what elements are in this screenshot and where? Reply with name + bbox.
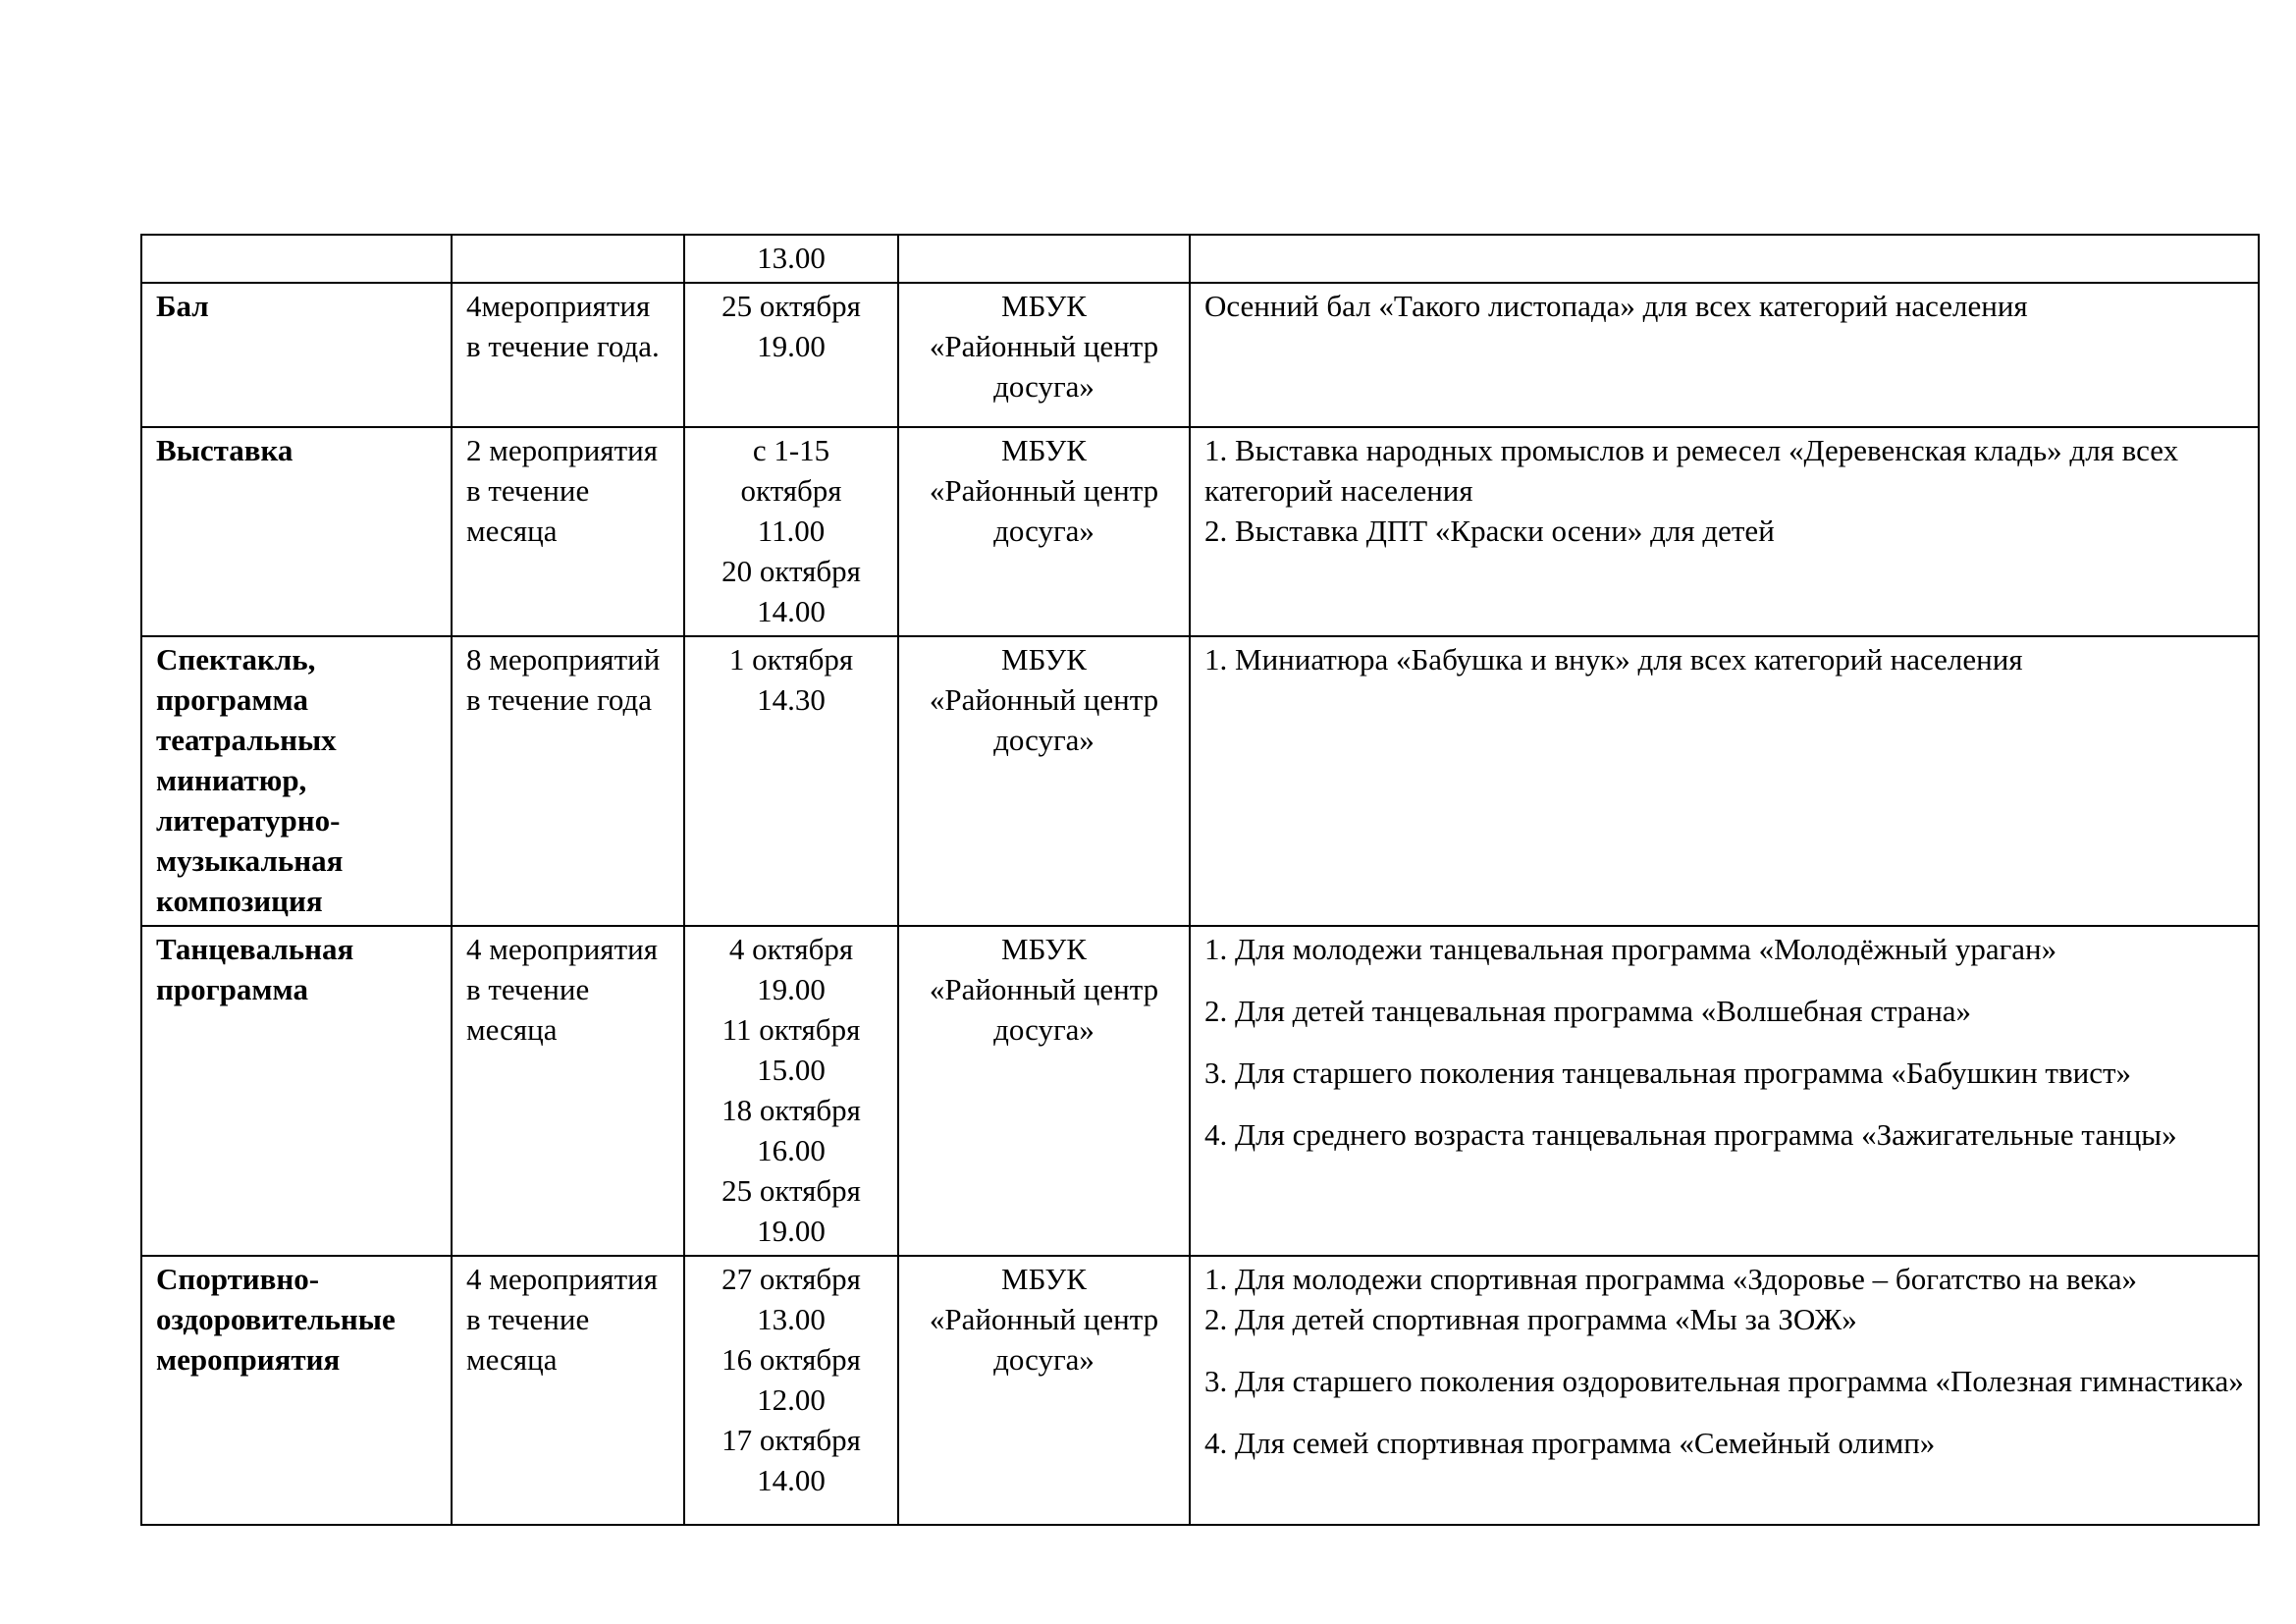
- date-line: 11.00: [757, 514, 826, 548]
- date-line: 13.00: [757, 241, 826, 275]
- venue-line: МБУК: [1001, 289, 1087, 323]
- event-venue-cell: [898, 636, 1190, 926]
- date-line: 4 октября: [728, 932, 854, 966]
- venue-line: «Районный центр: [929, 682, 1159, 717]
- venue-line: МБУК: [1001, 433, 1087, 467]
- event-type-line: музыкальная: [156, 843, 344, 878]
- event-type-line: композиция: [156, 884, 323, 918]
- date-line: октября: [740, 473, 842, 508]
- date-line: 25 октября: [721, 1173, 861, 1208]
- event-type: Бал: [156, 289, 209, 323]
- event-count-cell: [452, 235, 684, 283]
- event-description-cell: [1190, 926, 2259, 1256]
- venue-line: досуга»: [993, 369, 1095, 404]
- date-line: 12.00: [757, 1382, 826, 1417]
- count-line: месяца: [466, 1012, 558, 1047]
- date-line: 19.00: [757, 1214, 826, 1248]
- table-row: [141, 235, 2259, 283]
- venue-line: МБУК: [1001, 932, 1087, 966]
- event-venue-cell: [898, 926, 1190, 1256]
- event-venue-cell: [898, 283, 1190, 427]
- event-type-cell: [141, 427, 452, 636]
- description-item: 1. Для молодежи спортивная программа «Здоровье – богатство на века»: [1204, 1262, 2137, 1296]
- table-row: [141, 926, 2259, 1256]
- venue-line: «Районный центр: [929, 972, 1159, 1006]
- event-date-cell: [684, 636, 898, 926]
- events-table: [140, 234, 2260, 1526]
- event-type-cell: [141, 926, 452, 1256]
- event-description-cell: [1190, 283, 2259, 427]
- date-line: 19.00: [757, 329, 826, 363]
- date-line: 19.00: [757, 972, 826, 1006]
- description-item: 1. Выставка народных промыслов и ремесел «Деревенская кладь» для всех категорий населения: [1204, 433, 2179, 508]
- description-item: 3. Для старшего поколения танцевальная программа «Бабушкин твист»: [1204, 1056, 2132, 1090]
- date-line: 17 октября: [721, 1423, 861, 1457]
- event-description-cell: [1190, 1256, 2259, 1525]
- event-date-cell: [684, 235, 898, 283]
- event-date-cell: [684, 427, 898, 636]
- event-type-line: программа: [156, 682, 308, 717]
- venue-line: досуга»: [993, 1012, 1095, 1047]
- event-type-line: Танцевальная: [156, 932, 354, 966]
- description-item: 2. Выставка ДПТ «Краски осени» для детей: [1204, 514, 1775, 548]
- event-count-cell: [452, 283, 684, 427]
- date-line: с 1-15: [752, 433, 830, 467]
- event-type-line: программа: [156, 972, 308, 1006]
- event-date-cell: [684, 926, 898, 1256]
- event-count-cell: [452, 427, 684, 636]
- date-line: 20 октября: [721, 554, 861, 588]
- date-line: 18 октября: [721, 1093, 861, 1127]
- description-item: 4. Для семей спортивная программа «Семейный олимп»: [1204, 1426, 1936, 1460]
- event-description-cell: [1190, 636, 2259, 926]
- event-count-cell: [452, 926, 684, 1256]
- venue-line: досуга»: [993, 514, 1095, 548]
- date-line: 14.30: [757, 682, 826, 717]
- date-line: 27 октября: [721, 1262, 861, 1296]
- count-line: в течение года: [466, 682, 653, 717]
- date-line: 15.00: [757, 1053, 826, 1087]
- venue-line: досуга»: [993, 723, 1095, 757]
- date-line: 11 октября: [721, 1012, 861, 1047]
- table-row: [141, 636, 2259, 926]
- count-line: 4мероприятия: [466, 289, 651, 323]
- count-line: в течение года.: [466, 329, 660, 363]
- event-type-line: Спортивно-: [156, 1262, 320, 1296]
- event-type-line: миниатюр,: [156, 763, 307, 797]
- event-date-cell: [684, 1256, 898, 1525]
- table-row: [141, 1256, 2259, 1525]
- venue-line: досуга»: [993, 1342, 1095, 1377]
- date-line: 14.00: [757, 594, 826, 628]
- table-row: [141, 283, 2259, 427]
- venue-line: «Районный центр: [929, 473, 1159, 508]
- event-type-cell: [141, 636, 452, 926]
- date-line: 25 октября: [721, 289, 861, 323]
- event-type-line: мероприятия: [156, 1342, 341, 1377]
- count-line: 2 мероприятия: [466, 433, 658, 467]
- count-line: 4 мероприятия: [466, 932, 658, 966]
- count-line: в течение: [466, 972, 590, 1006]
- count-line: 4 мероприятия: [466, 1262, 658, 1296]
- date-line: 16.00: [757, 1133, 826, 1167]
- description-item: 4. Для среднего возраста танцевальная программа «Зажигательные танцы»: [1204, 1117, 2177, 1152]
- description-item: 2. Для детей танцевальная программа «Волшебная страна»: [1204, 994, 1972, 1028]
- description-item: 2. Для детей спортивная программа «Мы за ЗОЖ»: [1204, 1302, 1857, 1336]
- description-item: 1. Миниатюра «Бабушка и внук» для всех категорий населения: [1204, 642, 2023, 677]
- table-row: [141, 427, 2259, 636]
- event-description-cell: [1190, 427, 2259, 636]
- event-venue-cell: [898, 1256, 1190, 1525]
- count-line: месяца: [466, 514, 558, 548]
- count-line: месяца: [466, 1342, 558, 1377]
- count-line: в течение: [466, 473, 590, 508]
- event-type-cell: [141, 1256, 452, 1525]
- event-venue-cell: [898, 427, 1190, 636]
- event-type-line: Спектакль,: [156, 642, 316, 677]
- venue-line: МБУК: [1001, 642, 1087, 677]
- event-type: Выставка: [156, 433, 294, 467]
- venue-line: МБУК: [1001, 1262, 1087, 1296]
- event-description-cell: [1190, 235, 2259, 283]
- venue-line: «Районный центр: [929, 329, 1159, 363]
- description-item: Осенний бал «Такого листопада» для всех категорий населения: [1204, 289, 2028, 323]
- date-line: 1 октября: [728, 642, 854, 677]
- event-type-cell: [141, 235, 452, 283]
- count-line: 8 мероприятий: [466, 642, 661, 677]
- date-line: 16 октября: [721, 1342, 861, 1377]
- description-item: 1. Для молодежи танцевальная программа «Молодёжный ураган»: [1204, 932, 2057, 966]
- event-type-line: литературно-: [156, 803, 341, 838]
- event-date-cell: [684, 283, 898, 427]
- event-type-line: театральных: [156, 723, 337, 757]
- event-venue-cell: [898, 235, 1190, 283]
- event-count-cell: [452, 636, 684, 926]
- venue-line: «Районный центр: [929, 1302, 1159, 1336]
- event-type-cell: [141, 283, 452, 427]
- count-line: в течение: [466, 1302, 590, 1336]
- event-count-cell: [452, 1256, 684, 1525]
- date-line: 13.00: [757, 1302, 826, 1336]
- event-type-line: оздоровительные: [156, 1302, 396, 1336]
- date-line: 14.00: [757, 1463, 826, 1497]
- description-item: 3. Для старшего поколения оздоровительная программа «Полезная гимнастика»: [1204, 1364, 2244, 1398]
